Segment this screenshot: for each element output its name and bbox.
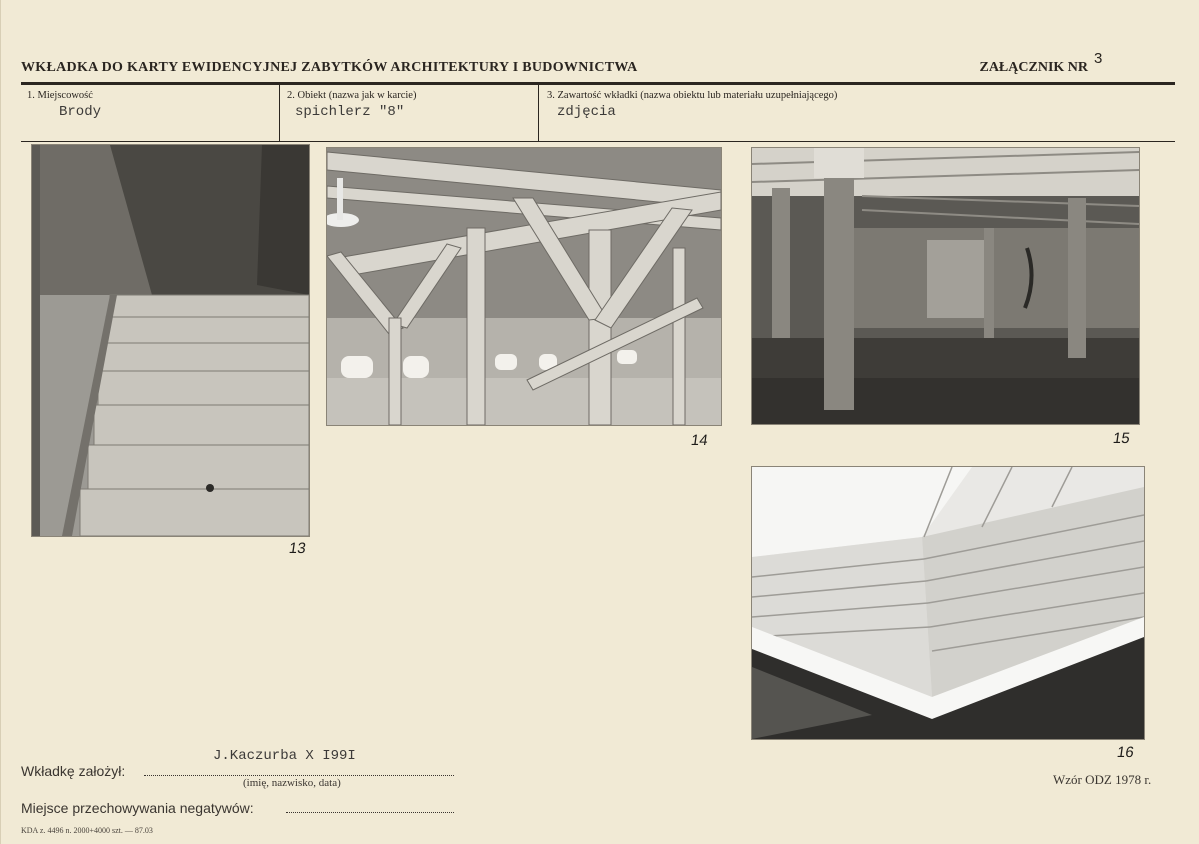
negatives-label: Miejsce przechowywania negatywów: [21,800,254,816]
sheet-title: WKŁADKA DO KARTY EWIDENCYJNEJ ZABYTKÓW ARCHITEKTURY I BUDOWNICTWA [21,60,638,75]
contents-value: zdjęcia [557,104,616,120]
photo-number-16: 16 [1115,744,1135,761]
print-imprint: KDA z. 4496 n. 2000+4000 szt. — 87.03 [21,826,153,835]
founder-label: Wkładkę założył: [21,763,126,779]
contents-label: 3. Zawartość wkładki (nazwa obiektu lub materiału uzupełniającego) [547,90,838,101]
founder-value: J.Kaczurba X I99I [213,748,356,764]
photo-roof-truss [327,148,721,425]
photo-number-14: 14 [689,432,709,449]
founder-line [144,775,454,776]
field-divider-1 [279,85,280,141]
negatives-line [286,812,454,813]
photo-stairs [32,145,309,536]
header-rule [21,82,1175,85]
photo-number-15: 15 [1111,430,1131,447]
photo-brick-vault [752,467,1144,739]
form-code: Wzór ODZ 1978 r. [1053,772,1152,787]
field-divider-2 [538,85,539,141]
object-label: 2. Obiekt (nazwa jak w karcie) [287,90,417,101]
object-value: spichlerz "8" [295,104,405,120]
photo-columns-interior [752,148,1139,424]
fields-rule [21,141,1175,142]
locality-value: Brody [59,104,102,120]
photo-number-13: 13 [287,540,307,557]
annex-label: ZAŁĄCZNIK NR [979,60,1088,75]
founder-hint: (imię, nazwisko, data) [243,777,341,789]
annex-number: 3 [1094,50,1103,67]
locality-label: 1. Miejscowość [27,90,93,101]
